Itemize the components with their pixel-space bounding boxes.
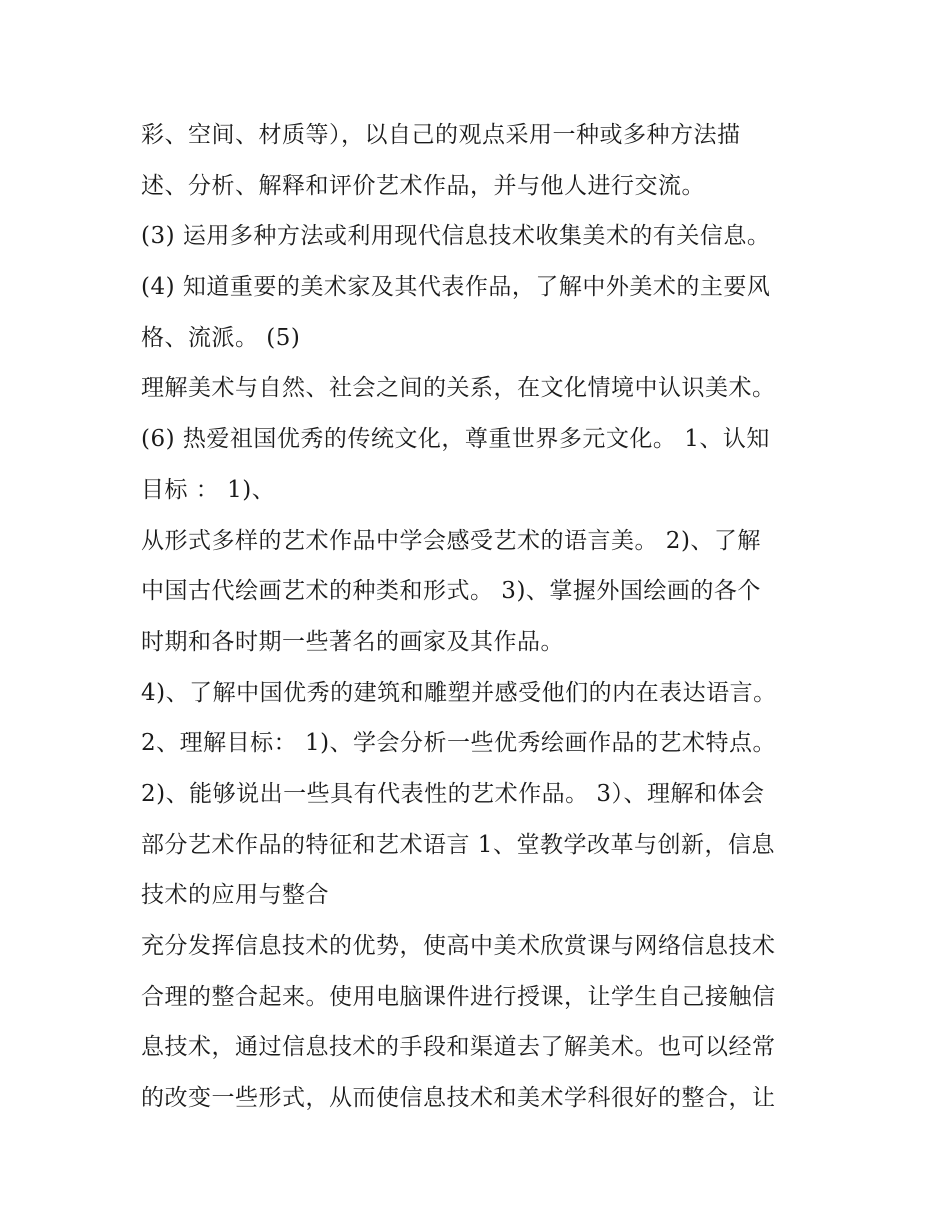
text-line: 充分发挥信息技术的优势，使高中美术欣赏课与网络信息技术	[141, 933, 776, 959]
text-line: 息技术，通过信息技术的手段和渠道去了解美术。也可以经常	[141, 1034, 776, 1061]
text-line: (4) 知道重要的美术家及其代表作品，了解中外美术的主要风	[141, 274, 771, 301]
text-line: 理解美术与自然、社会之间的关系，在文化情境中认识美术。	[141, 375, 776, 402]
text-line: 部分艺术作品的特征和艺术语言 1、堂教学改革与创新，信息	[141, 831, 775, 858]
text-line: 目标 ： 1)、	[141, 476, 276, 503]
text-line: (6) 热爱祖国优秀的传统文化，尊重世界多元文化。 1、认知	[141, 426, 770, 453]
text-line: 2)、能够说出一些具有代表性的艺术作品。 3）、理解和体会	[141, 780, 765, 807]
text-line: 4)、了解中国优秀的建筑和雕塑并感受他们的内在表达语言。	[141, 679, 777, 706]
text-line: (3) 运用多种方法或利用现代信息技术收集美术的有关信息。	[141, 223, 771, 250]
text-line: 时期和各时期一些著名的画家及其作品。	[141, 628, 564, 655]
text-line: 合理的整合起来。使用电脑课件进行授课，让学生自己接触信	[141, 983, 776, 1010]
text-line: 格、流派。 (5)	[141, 324, 301, 351]
text-line: 从形式多样的艺术作品中学会感受艺术的语言美。 2)、了解	[141, 527, 761, 554]
text-line: 2、理解目标： 1)、学会分析一些优秀绘画作品的艺术特点。	[141, 730, 777, 757]
text-line: 彩、空间、材质等），以自己的观点采用一种或多种方法描	[141, 122, 741, 148]
text-line: 的改变一些形式，从而使信息技术和美术学科很好的整合，让	[141, 1085, 776, 1112]
text-line: 述、分析、解释和评价艺术作品，并与他人进行交流。	[141, 172, 705, 199]
body-text	[141, 110, 841, 1124]
text-line: 中国古代绘画艺术的种类和形式。 3)、掌握外国绘画的各个	[141, 578, 761, 605]
text-line: 技术的应用与整合	[141, 882, 329, 909]
